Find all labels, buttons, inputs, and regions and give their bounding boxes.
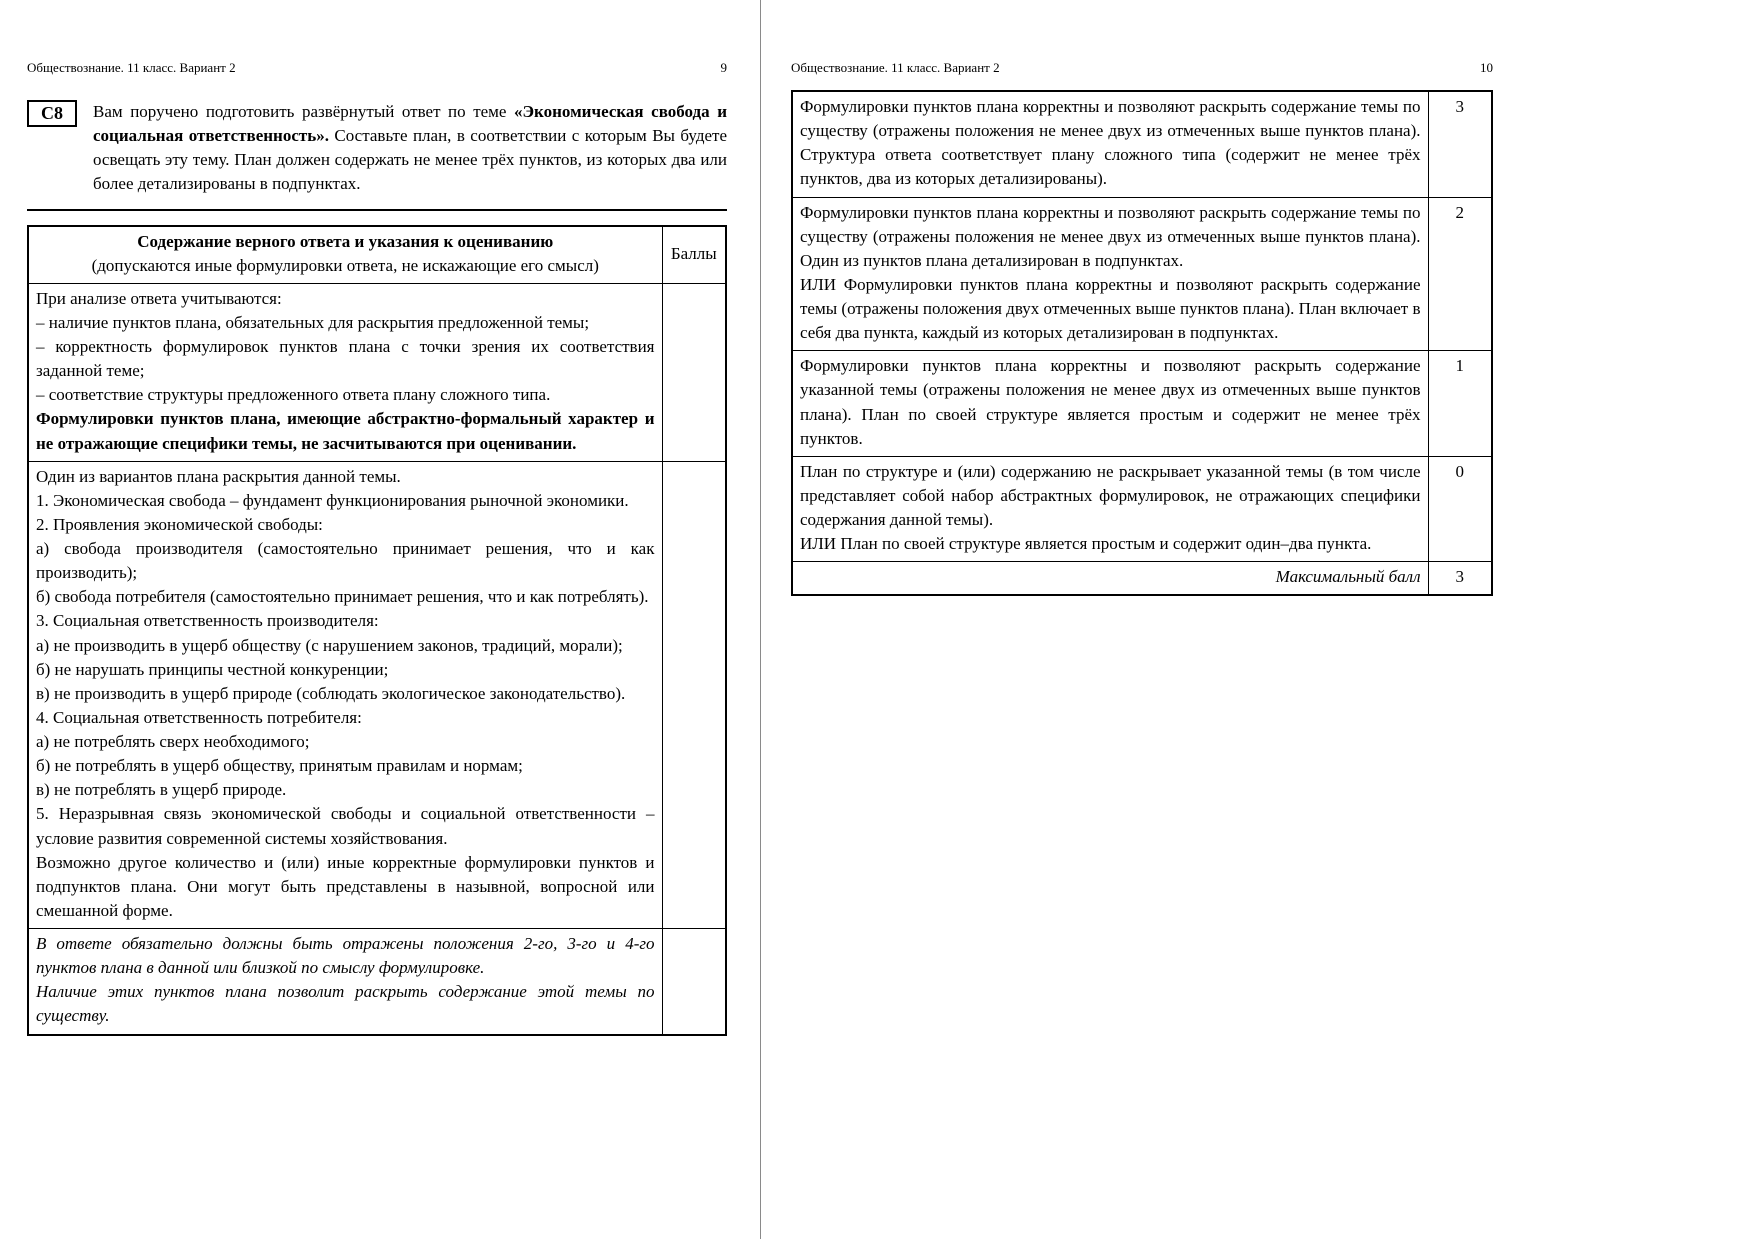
table-header-title: Содержание верного ответа и указания к оцениванию [137,231,554,251]
plan-line: 1. Экономическая свобода – фундамент функционирования рыночной экономики. [36,490,629,510]
criteria-bold-note: Формулировки пунктов плана, имеющие абстрактно-формальный характер и не отражающие специфики темы, не засчитываются при оценивании. [36,409,655,453]
score-description: ИЛИ Формулировки пунктов плана корректны и позволяют раскрыть содержание темы (отражены положения двух отмеченных выше пунктов плана). План включает в себя два пункта, каждый из которых детализирован в подпунктах. [800,274,1421,343]
plan-line: 3. Социальная ответственность производителя: [36,611,379,631]
score-value: 1 [1428,351,1492,457]
page-header [27,60,727,76]
plan-line: в) не производить в ущерб природе (соблюдать экологическое законодательство). [36,683,626,703]
plan-line: в) не потреблять в ущерб природе. [36,780,287,800]
score-row-0 [792,456,1492,562]
answer-table-right [791,90,1493,596]
page-right-content [791,60,1493,596]
score-description: План по структуре и (или) содержанию не раскрывает указанной темы (в том числе представляет собой набор абстрактных формулировок, не отражающих специфики содержания данной темы). [800,461,1421,529]
task-block [27,100,727,211]
table-header-content [28,226,662,284]
task-intro: Вам поручено подготовить развёрнутый ответ по теме [93,102,515,121]
criteria-line: – соответствие структуры предложенного ответа плану сложного типа. [36,385,551,405]
document-title: Обществознание. 11 класс. Вариант 2 [27,60,236,75]
plan-line: Один из вариантов плана раскрытия данной темы. [36,466,401,486]
plan-line: а) свобода производителя (самостоятельно принимает решения, что и как производить); [36,539,655,583]
page-left [0,0,760,1239]
task-text [93,100,727,197]
score-cell-empty [662,461,726,928]
score-description: Формулировки пунктов плана корректны и позволяют раскрыть содержание темы по существу (отражены положения не менее двух из отмеченных выше пунктов плана). Структура ответа соответствует плану сложного типа (содержит не менее трёх пунктов, два из которых детализированы). [800,97,1421,189]
task-label: С8 [27,100,77,127]
note-line: В ответе обязательно должны быть отражены положения 2-го, 3-го и 4-го пунктов плана в данной или близкой по смыслу формулировке. [36,934,655,978]
score-value: 0 [1428,456,1492,562]
score-row-3 [792,91,1492,197]
table-header-subtitle: (допускаются иные формулировки ответа, не искажающие его смысл) [91,255,599,275]
answer-table-left [27,225,727,1036]
plan-line: 2. Проявления экономической свободы: [36,514,323,534]
page-number: 9 [720,60,727,75]
task-topic: «Экономическая свобода и социальная ответственность». [93,102,727,146]
score-description: Формулировки пунктов плана корректны и позволяют раскрыть содержание темы по существу (отражены положения не менее двух из отмеченных выше пунктов плана). Один из пунктов плана детализирован в подпунктах. [800,202,1421,270]
document-title: Обществознание. 11 класс. Вариант 2 [791,60,1000,75]
page-number: 10 [1480,60,1493,75]
score-value: 3 [1428,91,1492,197]
criteria-line: – наличие пунктов плана, обязательных для раскрытия предложенной темы; [36,312,590,332]
score-row-2 [792,197,1492,351]
table-header-score: Баллы [662,226,726,284]
plan-line: а) не потреблять сверх необходимого; [36,732,310,751]
score-description-cell [792,197,1428,351]
plan-line: 5. Неразрывная связь экономической свободы и социальной ответственности – условие развития современной системы хозяйствования. [36,804,655,848]
plan-line: а) не производить в ущерб обществу (с нарушением законов, традиций, морали); [36,635,623,655]
page-header [791,60,1493,76]
score-description: ИЛИ План по своей структуре является простым и содержит один–два пункта. [800,534,1372,554]
plan-line: б) не потреблять в ущерб обществу, принятым правилам и нормам; [36,756,523,776]
task-rest: Составьте план, в соответствии с которым Вы будете освещать эту тему. План должен содержать не менее трёх пунктов, из которых два или более детализированы в подпунктах. [93,126,728,194]
page-right [761,0,1754,1239]
plan-line: 4. Социальная ответственность потребителя: [36,707,362,727]
score-description-cell [792,456,1428,562]
plan-line: Возможно другое количество и (или) иные корректные формулировки пунктов и подпунктов плана. Они могут быть представлены в назывной, вопросной или смешанной форме. [36,852,655,920]
score-cell-empty [662,929,726,1035]
criteria-row [28,283,726,461]
page-divider [760,0,761,1239]
criteria-line: При анализе ответа учитываются: [36,288,282,308]
max-score-value: 3 [1428,562,1492,596]
score-value: 2 [1428,197,1492,351]
max-score-label: Максимальный балл [792,562,1428,596]
score-description-cell [792,351,1428,457]
note-cell [28,929,662,1035]
score-description: Формулировки пунктов плана корректны и позволяют раскрыть содержание указанной темы (отражены положения не менее двух из отмеченных выше пунктов плана). План по своей структуре является простым и содержит не менее трёх пунктов. [800,356,1421,448]
criteria-line: – корректность формулировок пунктов плана с точки зрения их соответствия заданной теме; [36,337,655,381]
score-row-1 [792,351,1492,457]
table-header-row [28,226,726,284]
max-score-row [792,562,1492,596]
plan-row [28,461,726,928]
note-line: Наличие этих пунктов плана позволит раскрыть содержание этой темы по существу. [36,982,655,1026]
plan-line: б) не нарушать принципы честной конкуренции; [36,659,389,679]
score-description-cell [792,91,1428,197]
criteria-cell [28,283,662,461]
plan-line: б) свобода потребителя (самостоятельно принимает решения, что и как потреблять). [36,587,649,607]
note-row [28,929,726,1035]
plan-cell [28,461,662,928]
score-cell-empty [662,283,726,461]
